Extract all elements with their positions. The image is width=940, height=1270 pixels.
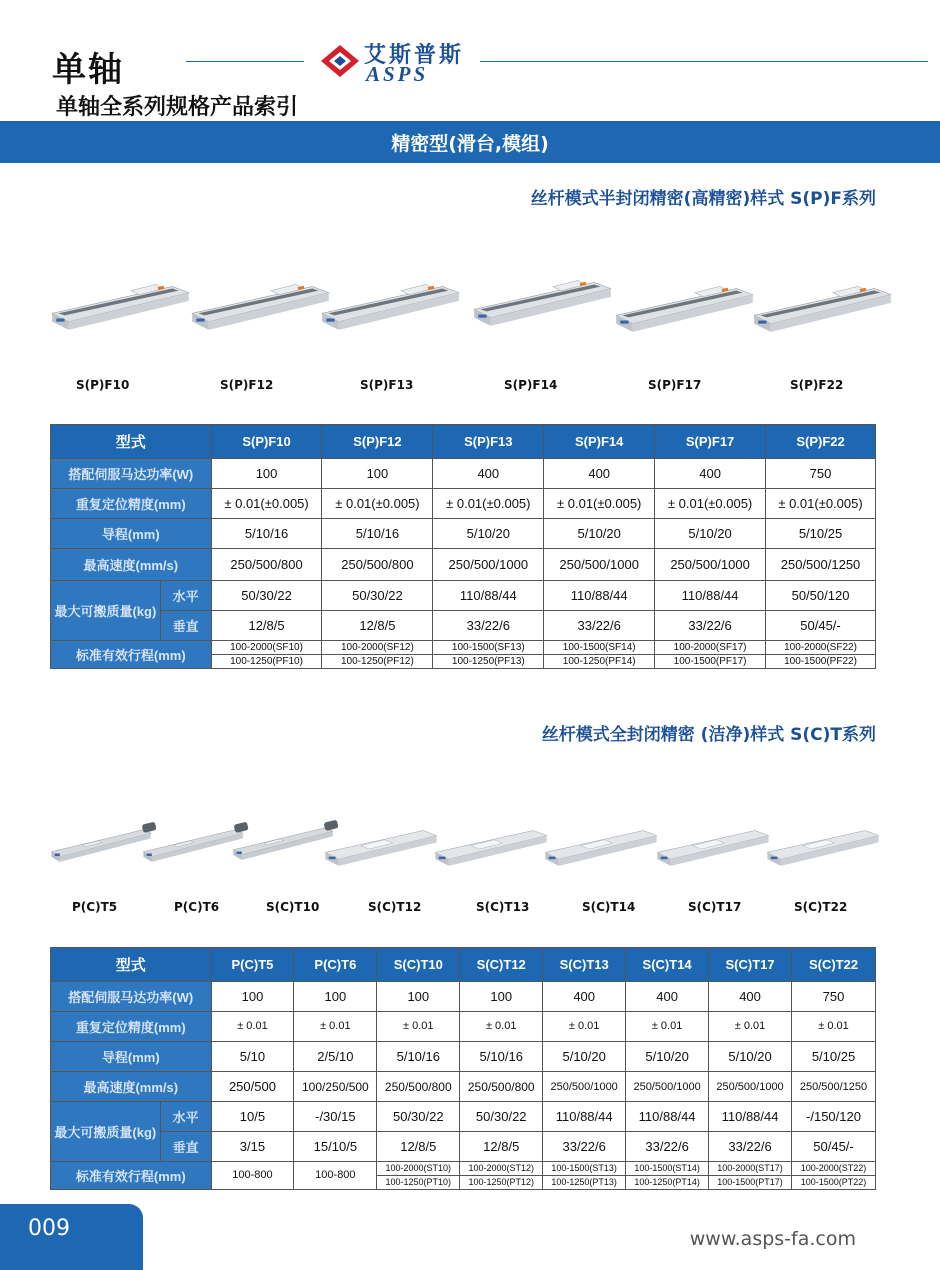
product-image (654, 804, 772, 884)
series-title-spf: 丝杆模式半封闭精密(高精密)样式 S(P)F系列 (530, 189, 876, 209)
table-cell: 100-2000(SF10) (211, 641, 322, 655)
table-row (51, 1012, 876, 1042)
product-gallery-sct (0, 790, 940, 920)
product-label: S(P)F22 (790, 378, 844, 392)
table-cell: 33/22/6 (543, 1132, 626, 1162)
table-cell: 33/22/6 (709, 1132, 792, 1162)
table-cell: 5/10/16 (211, 519, 322, 549)
header-rule-right (480, 61, 928, 62)
table-cell: 100/250/500 (294, 1072, 377, 1102)
column-header: P(C)T5 (211, 948, 294, 982)
table-cell: 100-1250(PF14) (544, 655, 655, 669)
column-header: S(P)F17 (655, 425, 766, 459)
table-cell: 100-1250(PT12) (460, 1176, 543, 1190)
product-image (612, 260, 757, 350)
table-cell: 110/88/44 (709, 1102, 792, 1132)
column-header: S(C)T17 (709, 948, 792, 982)
series-title-sct: 丝杆模式全封闭精密 (洁净)样式 S(C)T系列 (541, 725, 876, 745)
table-cell: ± 0.01 (543, 1012, 626, 1042)
table-cell: 250/500/1000 (433, 549, 544, 581)
table-cell: 110/88/44 (626, 1102, 709, 1132)
table-cell: 12/8/5 (460, 1132, 543, 1162)
table-cell: 100-2000(ST10) (377, 1162, 460, 1176)
product-image (764, 804, 882, 884)
product-label: S(C)T10 (266, 900, 320, 914)
table-cell: 110/88/44 (433, 581, 544, 611)
table-cell: 5/10/20 (626, 1042, 709, 1072)
page-number: 009 (28, 1216, 70, 1241)
table-cell: 400 (543, 982, 626, 1012)
table-cell: ± 0.01(±0.005) (544, 489, 655, 519)
product-label: S(C)T17 (688, 900, 742, 914)
row-header: 搭配伺服马达功率(W) (51, 982, 212, 1012)
table-row (51, 1132, 876, 1162)
product-label: S(C)T12 (368, 900, 422, 914)
table-cell: 100-2000(SF17) (655, 641, 766, 655)
table-cell: 100-800 (294, 1162, 377, 1190)
column-header: S(C)T13 (543, 948, 626, 982)
table-row (51, 549, 876, 581)
column-header: S(P)F13 (433, 425, 544, 459)
table-cell: 50/45/- (766, 611, 876, 641)
table-cell: 250/500/1000 (709, 1072, 792, 1102)
table-header-row (51, 948, 876, 982)
table-cell: 250/500/1000 (544, 549, 655, 581)
sub-row-header: 垂直 (160, 611, 211, 641)
table-cell: 100-2000(ST12) (460, 1162, 543, 1176)
table-cell: 400 (655, 459, 766, 489)
table-cell: 100-1500(SF14) (544, 641, 655, 655)
column-header: S(C)T10 (377, 948, 460, 982)
product-label: S(P)F14 (504, 378, 558, 392)
table-cell: 100-2000(ST17) (709, 1162, 792, 1176)
table-row (51, 459, 876, 489)
sub-row-header: 水平 (160, 581, 211, 611)
table-cell: 5/10/20 (543, 1042, 626, 1072)
table-cell: 100-2000(ST22) (792, 1162, 876, 1176)
table-cell: 250/500/1000 (626, 1072, 709, 1102)
row-header: 导程(mm) (51, 519, 212, 549)
table-cell: 100-1250(PT14) (626, 1176, 709, 1190)
column-header: P(C)T6 (294, 948, 377, 982)
logo-diamond-icon (320, 44, 360, 78)
table-cell: 100-2000(SF12) (322, 641, 433, 655)
table-cell: 250/500/800 (377, 1072, 460, 1102)
product-label: S(C)T22 (794, 900, 848, 914)
table-cell: 100-1250(PT10) (377, 1176, 460, 1190)
product-item (470, 250, 615, 400)
product-image (188, 258, 333, 348)
table-cell: 5/10/25 (766, 519, 876, 549)
row-header: 重复定位精度(mm) (51, 1012, 212, 1042)
product-image (470, 254, 615, 344)
table-cell: 15/10/5 (294, 1132, 377, 1162)
product-image (750, 260, 895, 350)
table-cell: 250/500/800 (460, 1072, 543, 1102)
table-cell: 400 (626, 982, 709, 1012)
table-cell: ± 0.01(±0.005) (766, 489, 876, 519)
table-cell: 100-1500(PF22) (766, 655, 876, 669)
table-row (51, 489, 876, 519)
table-cell: 100-1250(PF12) (322, 655, 433, 669)
table-cell: 33/22/6 (655, 611, 766, 641)
table-cell: -/150/120 (792, 1102, 876, 1132)
table-cell: ± 0.01(±0.005) (655, 489, 766, 519)
table-cell: 5/10/25 (792, 1042, 876, 1072)
table-cell: ± 0.01 (377, 1012, 460, 1042)
row-header: 导程(mm) (51, 1042, 212, 1072)
table-row (51, 611, 876, 641)
product-item (542, 790, 660, 920)
table-cell: 3/15 (211, 1132, 294, 1162)
spec-table-spf (50, 424, 876, 669)
table-cell: 50/30/22 (460, 1102, 543, 1132)
table-row (51, 641, 876, 655)
table-cell: 5/10/20 (433, 519, 544, 549)
table-cell: 250/500/800 (211, 549, 322, 581)
table-row (51, 1162, 876, 1176)
table-cell: 12/8/5 (322, 611, 433, 641)
row-header: 最高速度(mm/s) (51, 549, 212, 581)
category-banner-text: 精密型(滑台,模组) (391, 133, 549, 155)
product-image (48, 258, 193, 348)
column-header: S(P)F12 (322, 425, 433, 459)
column-header: S(C)T22 (792, 948, 876, 982)
table-cell: ± 0.01(±0.005) (211, 489, 322, 519)
row-header: 标准有效行程(mm) (51, 641, 212, 669)
sub-row-header: 水平 (160, 1102, 211, 1132)
product-image (318, 258, 463, 348)
product-image (432, 804, 550, 884)
table-cell: 250/500 (211, 1072, 294, 1102)
table-cell: ± 0.01 (460, 1012, 543, 1042)
product-item (612, 250, 757, 400)
table-cell: 100-1250(PF13) (433, 655, 544, 669)
column-header: S(P)F14 (544, 425, 655, 459)
table-cell: 250/500/800 (322, 549, 433, 581)
page-subtitle: 单轴全系列规格产品索引 (56, 95, 299, 120)
column-header: S(C)T12 (460, 948, 543, 982)
table-cell: 33/22/6 (626, 1132, 709, 1162)
table-cell: 100 (211, 459, 322, 489)
table-cell: ± 0.01(±0.005) (433, 489, 544, 519)
table-row (51, 982, 876, 1012)
table-cell: ± 0.01 (792, 1012, 876, 1042)
table-cell: 100-1500(SF13) (433, 641, 544, 655)
table-row (51, 1042, 876, 1072)
table-cell: 50/50/120 (766, 581, 876, 611)
product-gallery-spf (0, 250, 940, 400)
table-cell: ± 0.01 (211, 1012, 294, 1042)
row-header: 最高速度(mm/s) (51, 1072, 212, 1102)
product-item (654, 790, 772, 920)
table-cell: 100 (322, 459, 433, 489)
table-cell: ± 0.01(±0.005) (322, 489, 433, 519)
table-cell: 50/30/22 (211, 581, 322, 611)
table-cell: 750 (766, 459, 876, 489)
table-cell: 100-1500(PT17) (709, 1176, 792, 1190)
table-cell: 100-800 (211, 1162, 294, 1190)
product-label: P(C)T5 (72, 900, 118, 914)
table-corner: 型式 (51, 948, 212, 982)
row-header: 最大可搬质量(kg) (51, 1102, 161, 1162)
column-header: S(P)F10 (211, 425, 322, 459)
table-cell: 400 (709, 982, 792, 1012)
table-row (51, 519, 876, 549)
table-cell: 5/10 (211, 1042, 294, 1072)
table-cell: 10/5 (211, 1102, 294, 1132)
product-item (750, 250, 895, 400)
table-header-row (51, 425, 876, 459)
product-image (542, 804, 660, 884)
table-cell: 250/500/1250 (766, 549, 876, 581)
table-cell: 5/10/16 (460, 1042, 543, 1072)
table-cell: 12/8/5 (377, 1132, 460, 1162)
logo-english-text: ASPS (366, 62, 429, 86)
table-cell: 100-1250(PT13) (543, 1176, 626, 1190)
table-corner: 型式 (51, 425, 212, 459)
table-cell: 50/45/- (792, 1132, 876, 1162)
table-cell: 750 (792, 982, 876, 1012)
table-cell: 5/10/16 (322, 519, 433, 549)
table-cell: 100 (211, 982, 294, 1012)
page-title: 单轴 (52, 50, 124, 90)
spec-table-sct (50, 947, 876, 1190)
product-label: S(P)F12 (220, 378, 274, 392)
sub-row-header: 垂直 (160, 1132, 211, 1162)
table-cell: ± 0.01 (294, 1012, 377, 1042)
table-cell: 250/500/1000 (655, 549, 766, 581)
table-cell: 110/88/44 (543, 1102, 626, 1132)
table-cell: 250/500/1000 (543, 1072, 626, 1102)
table-row (51, 1072, 876, 1102)
table-cell: 2/5/10 (294, 1042, 377, 1072)
logo-chinese-text: 艾斯普斯 (364, 42, 465, 68)
table-cell: 100-1500(ST13) (543, 1162, 626, 1176)
product-label: P(C)T6 (174, 900, 220, 914)
table-cell: 110/88/44 (544, 581, 655, 611)
table-cell: 33/22/6 (544, 611, 655, 641)
row-header: 重复定位精度(mm) (51, 489, 212, 519)
table-cell: 100-1500(ST14) (626, 1162, 709, 1176)
product-label: S(C)T14 (582, 900, 636, 914)
row-header: 最大可搬质量(kg) (51, 581, 161, 641)
table-cell: -/30/15 (294, 1102, 377, 1132)
table-cell: 100-2000(SF22) (766, 641, 876, 655)
row-header: 标准有效行程(mm) (51, 1162, 212, 1190)
table-cell: 50/30/22 (377, 1102, 460, 1132)
product-label: S(P)F10 (76, 378, 130, 392)
table-cell: 250/500/1250 (792, 1072, 876, 1102)
table-cell: 100-1500(PT22) (792, 1176, 876, 1190)
table-cell: ± 0.01 (709, 1012, 792, 1042)
table-cell: 12/8/5 (211, 611, 322, 641)
column-header: S(C)T14 (626, 948, 709, 982)
table-cell: 100-1250(PF10) (211, 655, 322, 669)
product-item (48, 250, 193, 400)
header-rule-left (186, 61, 304, 62)
row-header: 搭配伺服马达功率(W) (51, 459, 212, 489)
product-item (318, 250, 463, 400)
brand-logo (316, 38, 476, 84)
table-cell: 5/10/20 (709, 1042, 792, 1072)
table-cell: 5/10/16 (377, 1042, 460, 1072)
page-number-tab (0, 1204, 143, 1270)
table-cell: 100 (294, 982, 377, 1012)
table-cell: 400 (544, 459, 655, 489)
table-cell: 100 (460, 982, 543, 1012)
table-cell: 33/22/6 (433, 611, 544, 641)
column-header: S(P)F22 (766, 425, 876, 459)
product-item (188, 250, 333, 400)
table-cell: 5/10/20 (655, 519, 766, 549)
product-label: S(P)F17 (648, 378, 702, 392)
product-label: S(P)F13 (360, 378, 414, 392)
table-cell: 5/10/20 (544, 519, 655, 549)
table-cell: 100-1500(PF17) (655, 655, 766, 669)
table-row (51, 581, 876, 611)
product-item (764, 790, 882, 920)
category-banner (0, 121, 940, 163)
table-row (51, 1102, 876, 1132)
table-cell: ± 0.01 (626, 1012, 709, 1042)
table-cell: 400 (433, 459, 544, 489)
product-image (322, 804, 440, 884)
table-cell: 110/88/44 (655, 581, 766, 611)
table-cell: 50/30/22 (322, 581, 433, 611)
product-item (432, 790, 550, 920)
website-url: www.asps-fa.com (689, 1228, 856, 1250)
table-cell: 100 (377, 982, 460, 1012)
product-item (322, 790, 440, 920)
product-label: S(C)T13 (476, 900, 530, 914)
